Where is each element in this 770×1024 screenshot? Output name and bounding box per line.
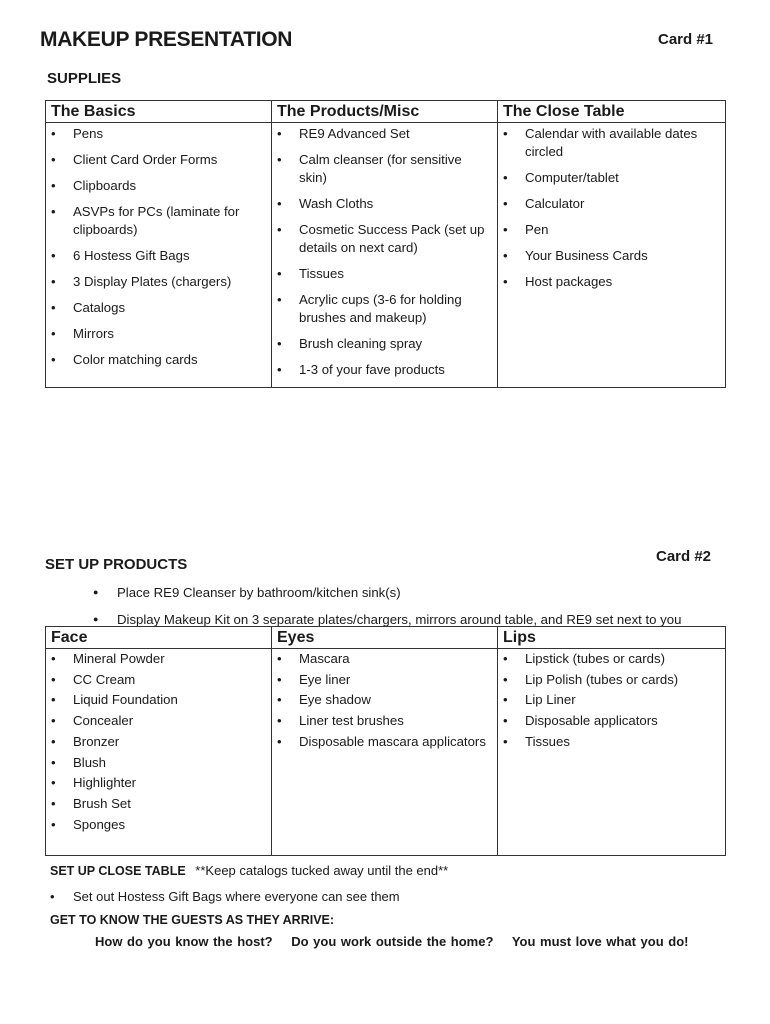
list-item: • Mascara bbox=[272, 649, 497, 670]
list-item: • ASVPs for PCs (laminate for clipboards) bbox=[46, 203, 271, 239]
list-item: • Mineral Powder bbox=[46, 649, 271, 670]
list-item: • RE9 Advanced Set bbox=[272, 125, 497, 143]
list-item: • Concealer bbox=[46, 711, 271, 732]
supplies-heading: SUPPLIES bbox=[47, 70, 122, 87]
list-item: • Computer/tablet bbox=[498, 169, 725, 187]
eyes-list bbox=[272, 649, 497, 753]
list-item: • Tissues bbox=[498, 732, 725, 753]
page-title: MAKEUP PRESENTATION bbox=[40, 28, 293, 51]
column-header-eyes: Eyes bbox=[272, 627, 498, 649]
list-item: • Calendar with available dates circled bbox=[498, 125, 725, 161]
list-item: • 1-3 of your fave products bbox=[272, 361, 497, 379]
column-header-basics: The Basics bbox=[46, 101, 272, 123]
eyes-cell bbox=[272, 649, 498, 856]
list-item: • 3 Display Plates (chargers) bbox=[46, 273, 271, 291]
column-header-lips: Lips bbox=[498, 627, 726, 649]
list-item: • Liquid Foundation bbox=[46, 690, 271, 711]
list-item: • Disposable applicators bbox=[498, 711, 725, 732]
list-item: • Your Business Cards bbox=[498, 247, 725, 265]
lips-list bbox=[498, 649, 725, 753]
setup-instructions bbox=[90, 579, 681, 633]
card-1-label: Card #1 bbox=[658, 31, 714, 48]
list-item: • Blush bbox=[46, 753, 271, 774]
close-table-label: SET UP CLOSE TABLE bbox=[50, 864, 186, 878]
setup-item: ● Place RE9 Cleanser by bathroom/kitchen sink(s) bbox=[90, 579, 681, 606]
column-header-face: Face bbox=[46, 627, 272, 649]
close-table-note: **Keep catalogs tucked away until the end** bbox=[195, 863, 449, 878]
list-item: • Eye liner bbox=[272, 670, 497, 691]
guest-questions bbox=[95, 934, 702, 949]
basics-list bbox=[46, 123, 271, 369]
close-table-line bbox=[50, 863, 448, 878]
list-item: • Color matching cards bbox=[46, 351, 271, 369]
list-item: • Brush cleaning spray bbox=[272, 335, 497, 353]
list-item: • 6 Hostess Gift Bags bbox=[46, 247, 271, 265]
list-item: • Tissues bbox=[272, 265, 497, 283]
list-item: • Lip Polish (tubes or cards) bbox=[498, 670, 725, 691]
guests-heading: GET TO KNOW THE GUESTS AS THEY ARRIVE: bbox=[50, 913, 335, 927]
list-item: • Mirrors bbox=[46, 325, 271, 343]
close-table-list bbox=[498, 123, 725, 291]
question-host: How do you know the host? bbox=[95, 934, 273, 949]
list-item: • Brush Set bbox=[46, 794, 271, 815]
products-misc-cell bbox=[272, 123, 498, 388]
products-misc-list bbox=[272, 123, 497, 379]
set-up-products-heading: SET UP PRODUCTS bbox=[45, 556, 188, 573]
close-table-cell bbox=[498, 123, 726, 388]
face-cell bbox=[46, 649, 272, 856]
products-table bbox=[45, 626, 726, 856]
list-item: • Liner test brushes bbox=[272, 711, 497, 732]
list-item: • Lipstick (tubes or cards) bbox=[498, 649, 725, 670]
close-table-item: • Set out Hostess Gift Bags where everyone can see them bbox=[50, 889, 400, 904]
close-table-item-text: Set out Hostess Gift Bags where everyone can see them bbox=[73, 889, 400, 904]
basics-cell bbox=[46, 123, 272, 388]
column-header-close-table: The Close Table bbox=[498, 101, 726, 123]
lips-cell bbox=[498, 649, 726, 856]
question-love: You must love what you do! bbox=[511, 934, 689, 949]
card-2-label: Card #2 bbox=[656, 548, 712, 565]
list-item: • Sponges bbox=[46, 815, 271, 836]
list-item: • Lip Liner bbox=[498, 690, 725, 711]
list-item: • Bronzer bbox=[46, 732, 271, 753]
list-item: • Wash Cloths bbox=[272, 195, 497, 213]
list-item: • Calm cleanser (for sensitive skin) bbox=[272, 151, 497, 187]
list-item: • Cosmetic Success Pack (set up details on next card) bbox=[272, 221, 497, 257]
column-header-products-misc: The Products/Misc bbox=[272, 101, 498, 123]
list-item: • Catalogs bbox=[46, 299, 271, 317]
list-item: • Pen bbox=[498, 221, 725, 239]
list-item: • Pens bbox=[46, 125, 271, 143]
list-item: • Highlighter bbox=[46, 773, 271, 794]
list-item: • Disposable mascara applicators bbox=[272, 732, 497, 753]
question-work: Do you work outside the home? bbox=[291, 934, 494, 949]
list-item: • Acrylic cups (3-6 for holding brushes and makeup) bbox=[272, 291, 497, 327]
list-item: • CC Cream bbox=[46, 670, 271, 691]
list-item: • Eye shadow bbox=[272, 690, 497, 711]
face-list bbox=[46, 649, 271, 835]
supplies-table bbox=[45, 100, 726, 388]
list-item: • Clipboards bbox=[46, 177, 271, 195]
list-item: • Calculator bbox=[498, 195, 725, 213]
list-item: • Host packages bbox=[498, 273, 725, 291]
setup-item: ● Display Makeup Kit on 3 separate plates/chargers, mirrors around table, and RE9 set next to you bbox=[90, 606, 681, 633]
list-item: • Client Card Order Forms bbox=[46, 151, 271, 169]
